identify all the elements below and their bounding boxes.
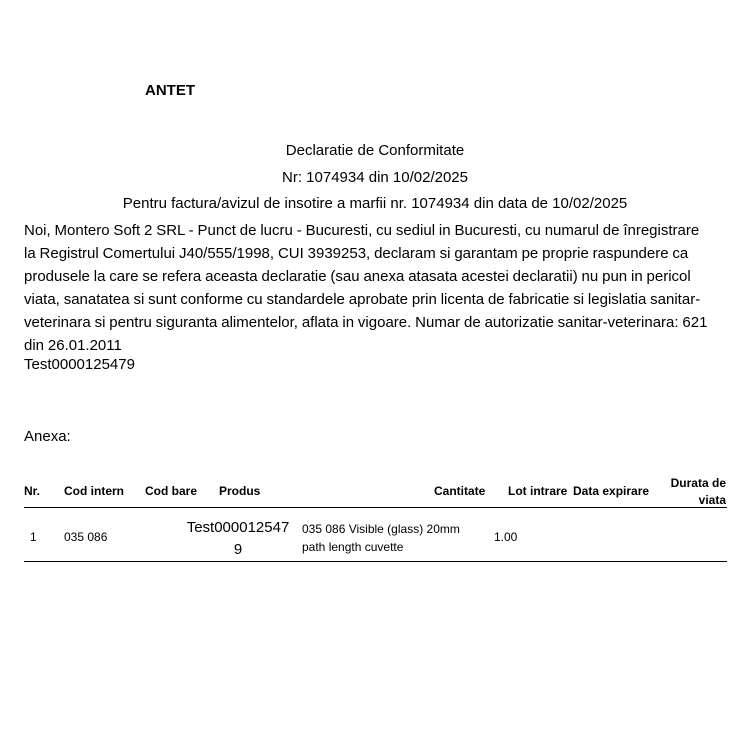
anexa-label: Anexa: xyxy=(24,428,71,445)
cell-nr: 1 xyxy=(30,530,37,544)
column-header-data-expirare: Data expirare xyxy=(573,484,650,498)
invoice-reference: Pentru factura/avizul de insotire a marfii nr. 1074934 din data de 10/02/2025 xyxy=(122,195,628,212)
column-header-nr: Nr. xyxy=(24,484,41,498)
antet-heading: ANTET xyxy=(145,82,195,99)
column-header-durata-de-viata: Durata de viata xyxy=(670,476,726,507)
declaration-line: din 26.01.2011 xyxy=(24,337,122,354)
declaration-line: veterinara si pentru siguranta alimentelor, aflata in vigoare. Numar de autorizatie sanitar-veterinara: 621 xyxy=(24,314,708,331)
declaration-line: produsele la care se refera aceasta declaratie (sau anexa atasata acestei declaratii) nu pun in pericol xyxy=(24,268,691,285)
declaration-line: Noi, Montero Soft 2 SRL - Punct de lucru - Bucuresti, cu sediul in Bucuresti, cu numarul de înregistrare xyxy=(24,222,700,239)
cell-cantitate: 1.00 xyxy=(494,530,518,544)
cell-produs: 035 086 Visible (glass) 20mm path length cuvette xyxy=(302,522,460,554)
table-header-divider xyxy=(24,507,727,508)
declaration-line: la Registrul Comertului J40/555/1998, CUI 3939253, declaram si garantam pe proprie raspundere ca xyxy=(24,245,689,262)
column-header-cod-bare: Cod bare xyxy=(145,484,198,498)
column-header-cod-intern: Cod intern xyxy=(64,484,124,498)
column-header-produs: Produs xyxy=(219,484,261,498)
cell-cod-intern: 035 086 xyxy=(64,530,108,544)
declaration-paragraph xyxy=(24,219,724,357)
table-bottom-divider xyxy=(24,561,727,562)
declaration-line: viata, sanatatea si sunt conforme cu standardele aprobate prin licenta de fabricatie si legislatia sanitar- xyxy=(24,291,701,308)
document-title: Declaratie de Conformitate xyxy=(285,142,465,159)
column-header-lot-intrare: Lot intrare xyxy=(508,484,568,498)
document-number: Nr: 1074934 din 10/02/2025 xyxy=(282,169,468,186)
cell-cod-bare: Test0000125479 xyxy=(186,519,290,558)
column-header-cantitate: Cantitate xyxy=(434,484,486,498)
test-code: Test0000125479 xyxy=(24,356,135,373)
